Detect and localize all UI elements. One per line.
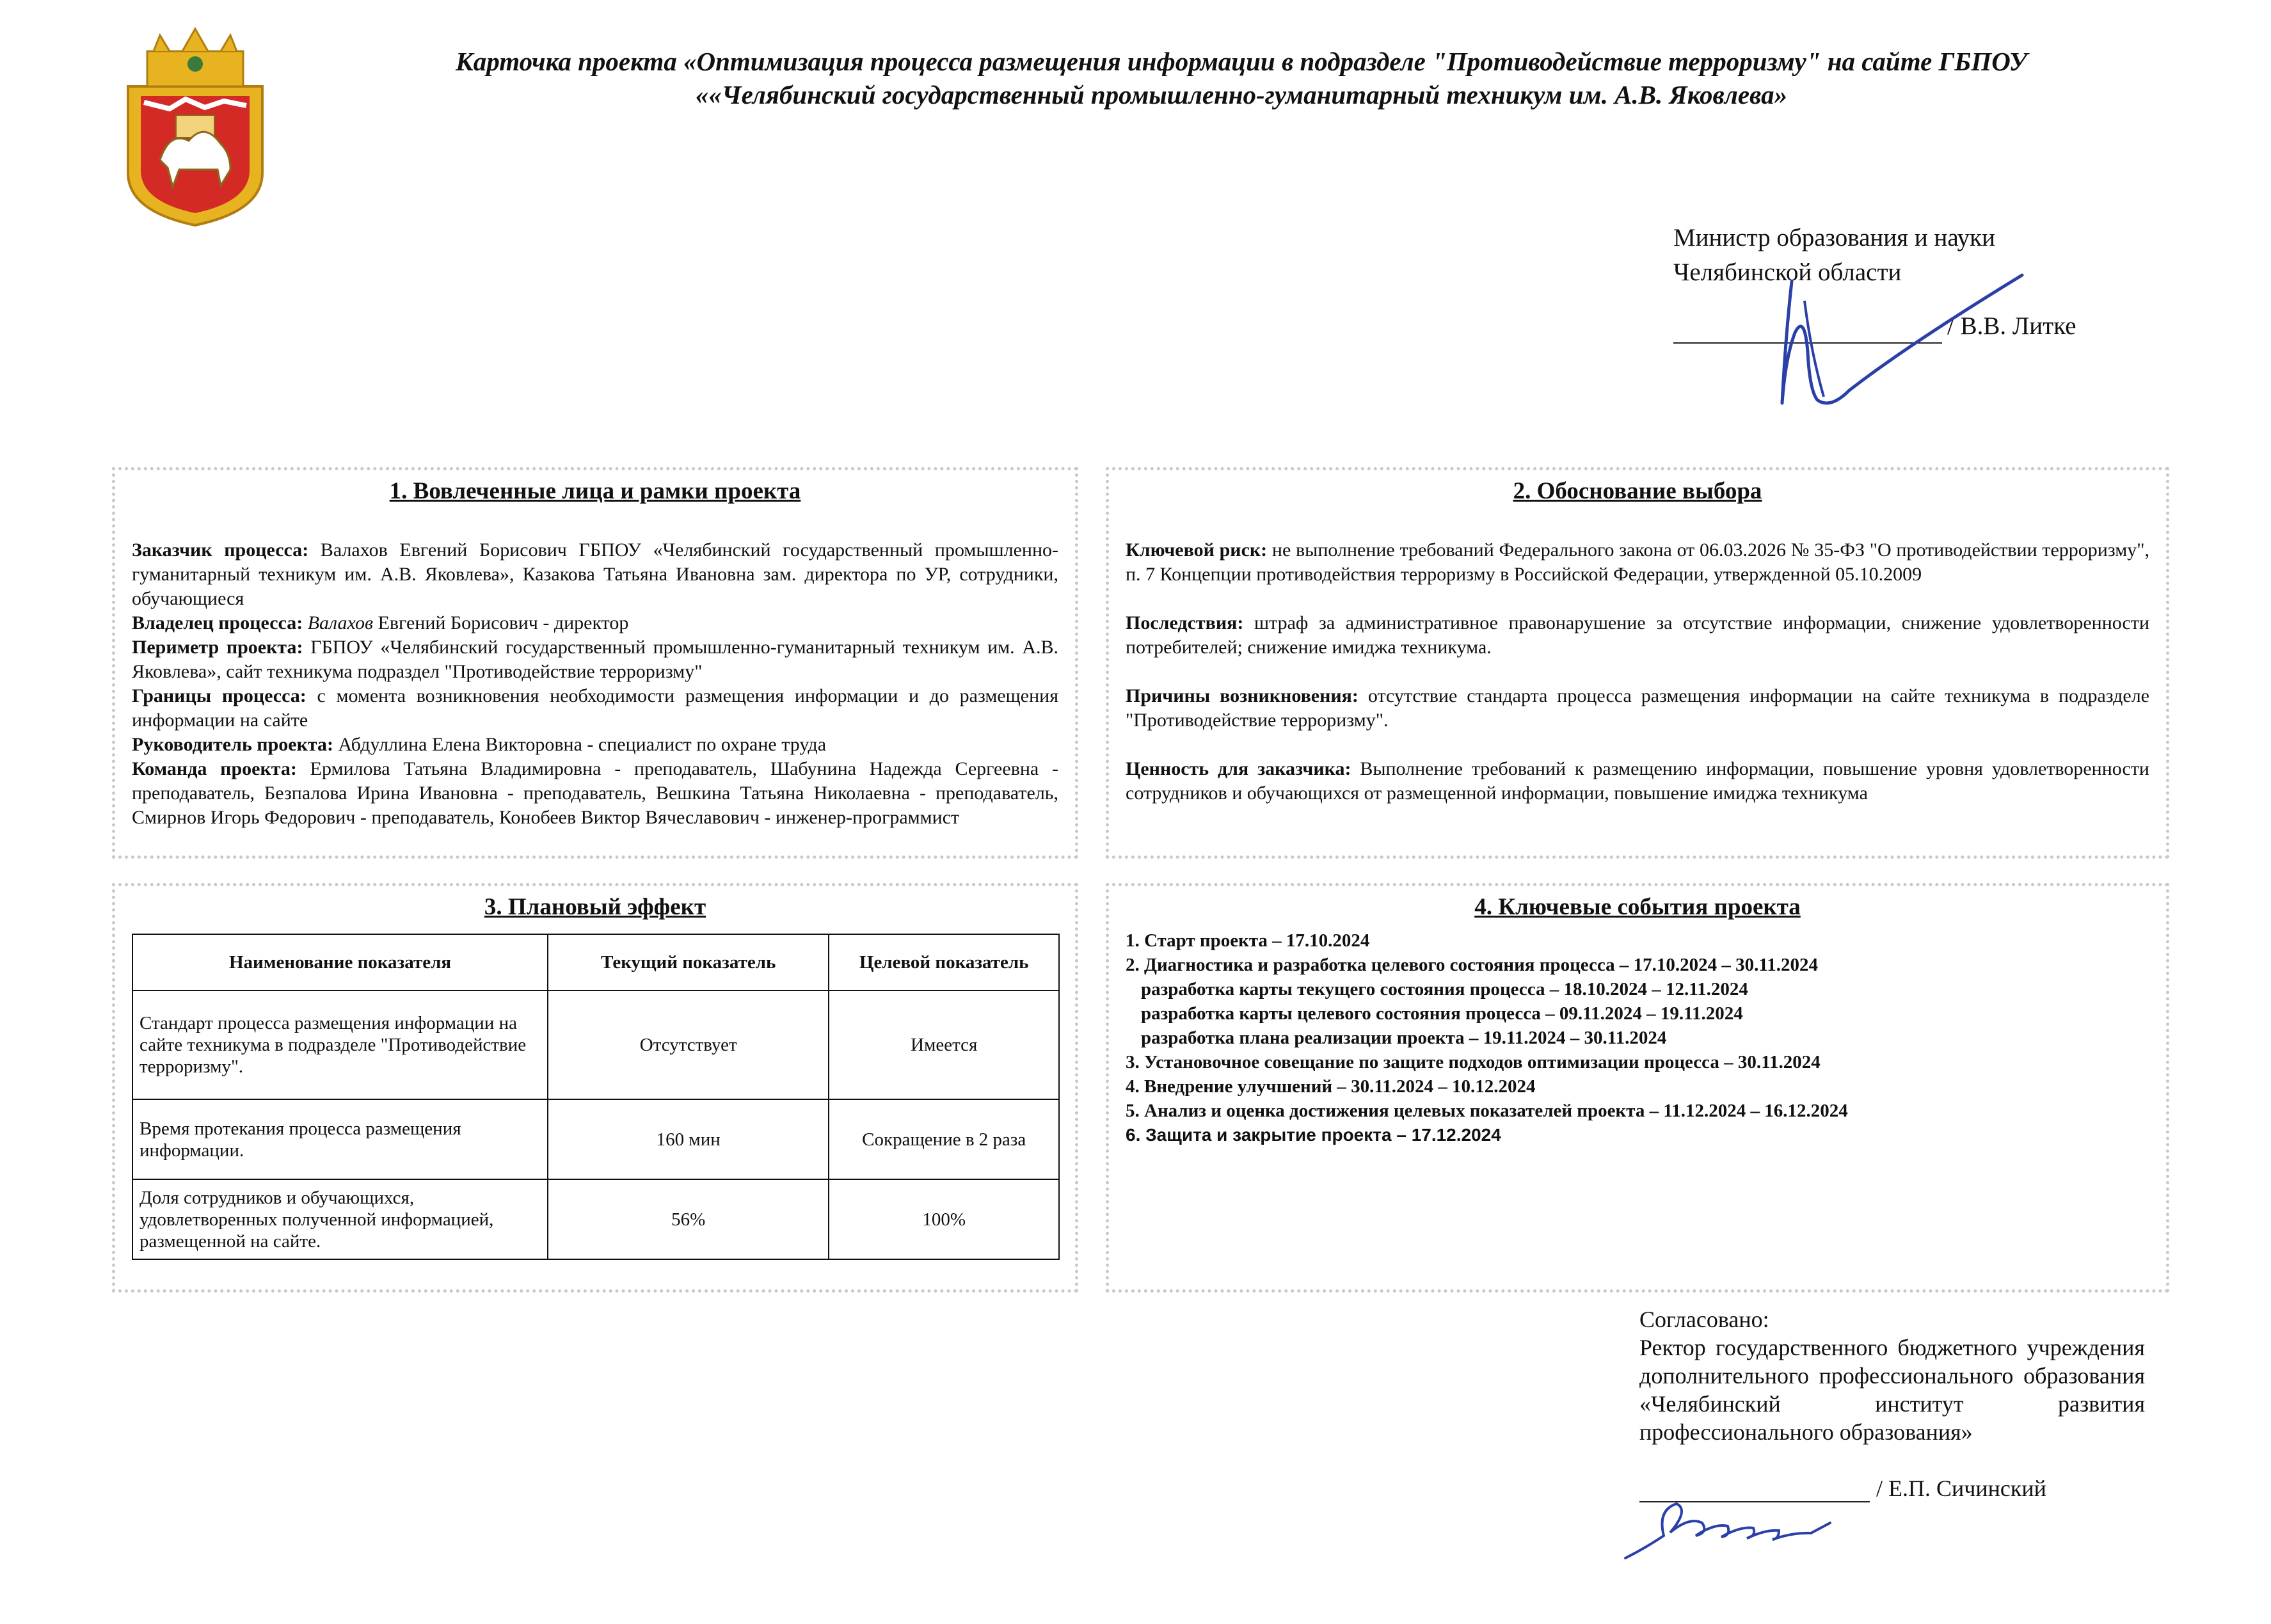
- customer-item: Заказчик процесса: Валахов Евгений Борисович ГБПОУ «Челябинский государственный промышленно-гуманитарный техникум им. А.В. Яковлева», Казакова Татьяна Ивановна зам. директора по УР, сотрудники, обучающиеся: [132, 539, 1059, 609]
- table-row: [132, 1099, 1059, 1179]
- approver-signature: [1619, 1472, 1862, 1568]
- column-header: Наименование показателя: [132, 934, 548, 991]
- list-item: 6. Защита и закрытие проекта – 17.12.2024: [1126, 1125, 1501, 1145]
- approved-label: Согласовано:: [1639, 1307, 1769, 1332]
- coat-of-arms-logo: [109, 26, 282, 230]
- list-item: 3. Установочное совещание по защите подходов оптимизации процесса – 30.11.2024: [1126, 1052, 1821, 1072]
- column-header: Целевой показатель: [829, 934, 1059, 991]
- minister-line2: Челябинской области: [1673, 259, 1902, 286]
- panel-involved-parties: [112, 467, 1078, 859]
- minister-signature: [1747, 262, 2054, 429]
- column-header: Текущий показатель: [548, 934, 829, 991]
- panel-justification: [1106, 467, 2169, 859]
- document-title: Карточка проекта «Оптимизация процесса размещения информации в подразделе "Противодействие терроризму" на сайте ГБПОУ ««Челябинский государственный промышленно-гуманитарный техникум им. А.В. Яковлева»: [456, 47, 2027, 109]
- approved-text: Ректор государственного бюджетного учреждения дополнительного профессионального образования «Челябинский институт развития профессионального образования»: [1639, 1335, 2145, 1445]
- section3-heading: 3. Плановый эффект: [484, 894, 706, 920]
- table-row: [132, 1179, 1059, 1259]
- minister-name: / В.В. Литке: [1947, 312, 2076, 340]
- table-cell: 160 мин: [548, 1099, 829, 1179]
- table-cell: 100%: [829, 1179, 1059, 1259]
- boundaries-item: Границы процесса: с момента возникновения необходимости размещения информации и до размещения информации на сайте: [132, 685, 1058, 731]
- perimeter-item: Периметр проекта: ГБПОУ «Челябинский государственный промышленно-гуманитарный техникум им. А.В. Яковлева», сайт техникума подраздел "Противодействие терроризму": [132, 637, 1059, 682]
- owner-item: Владелец процесса: Валахов Евгений Борисович - директор: [132, 612, 629, 633]
- section4-heading: 4. Ключевые события проекта: [1474, 894, 1801, 920]
- table-cell: Имеется: [829, 991, 1059, 1099]
- approver-name: / Е.П. Сичинский: [1876, 1476, 2046, 1501]
- minister-line1: Министр образования и науки: [1673, 224, 1995, 251]
- list-item: 2. Диагностика и разработка целевого состояния процесса – 17.10.2024 – 30.11.2024: [1126, 955, 1819, 975]
- key-risk-item: Ключевой риск: не выполнение требований Федерального закона от 06.03.2026 № 35-ФЗ "О противодействии терроризму", п. 7 Концепции противодействия терроризму в Российской Федерации, утвержденной 05.10.2009: [1126, 539, 2149, 585]
- list-item: 4. Внедрение улучшений – 30.11.2024 – 10.12.2024: [1126, 1076, 1536, 1097]
- list-item: разработка карты целевого состояния процесса – 09.11.2024 – 19.11.2024: [1141, 1003, 1743, 1024]
- list-item: 1. Старт проекта – 17.10.2024: [1126, 930, 1370, 951]
- section1-heading: 1. Вовлеченные лица и рамки проекта: [389, 478, 801, 504]
- section2-content: [1126, 538, 2149, 806]
- effect-table: [132, 934, 1060, 1260]
- table-cell: Сокращение в 2 раза: [829, 1099, 1059, 1179]
- table-cell: 56%: [548, 1179, 829, 1259]
- section1-content: [132, 538, 1058, 830]
- list-item: разработка карты текущего состояния процесса – 18.10.2024 – 12.11.2024: [1141, 979, 1748, 999]
- panel-key-events: [1106, 883, 2169, 1293]
- leader-item: Руководитель проекта: Абдуллина Елена Викторовна - специалист по охране труда: [132, 734, 827, 755]
- consequences-item: Последствия: штраф за административное правонарушение за отсутствие информации, снижение удовлетворенности потребителей; снижение имиджа техникума.: [1126, 612, 2150, 658]
- value-item: Ценность для заказчика: Выполнение требований к размещению информации, повышение уровня удовлетворенности сотрудников и обучающихся от размещенной информации, повышение имиджа техникума: [1126, 758, 2149, 804]
- table-cell: Стандарт процесса размещения информации на сайте техникума в подразделе "Противодействие терроризму".: [132, 991, 548, 1099]
- causes-item: Причины возникновения: отсутствие стандарта процесса размещения информации на сайте техникума в подразделе "Противодействие терроризму".: [1126, 685, 2149, 731]
- section2-heading: 2. Обоснование выбора: [1513, 478, 1762, 504]
- team-item: Команда проекта: Ермилова Татьяна Владимировна - преподаватель, Шабунина Надежда Сергеевна - преподаватель, Безпалова Ирина Ивановна - преподаватель, Вешкина Татьяна Николаевна - преподаватель, Смирнов Игорь Федорович - преподаватель, Конобеев Виктор Вячеславович - инженер-программист: [132, 758, 1059, 828]
- table-header-row: [132, 934, 1059, 991]
- list-item: разработка плана реализации проекта – 19.11.2024 – 30.11.2024: [1141, 1028, 1667, 1048]
- table-cell: Время протекания процесса размещения информации.: [132, 1099, 548, 1179]
- table-row: [132, 991, 1059, 1099]
- events-list: [1126, 928, 2149, 1147]
- panel-planned-effect: [112, 883, 1078, 1293]
- table-cell: Отсутствует: [548, 991, 829, 1099]
- list-item: 5. Анализ и оценка достижения целевых показателей проекта – 11.12.2024 – 16.12.2024: [1126, 1101, 1848, 1121]
- table-cell: Доля сотрудников и обучающихся, удовлетворенных полученной информацией, размещенной на сайте.: [132, 1179, 548, 1259]
